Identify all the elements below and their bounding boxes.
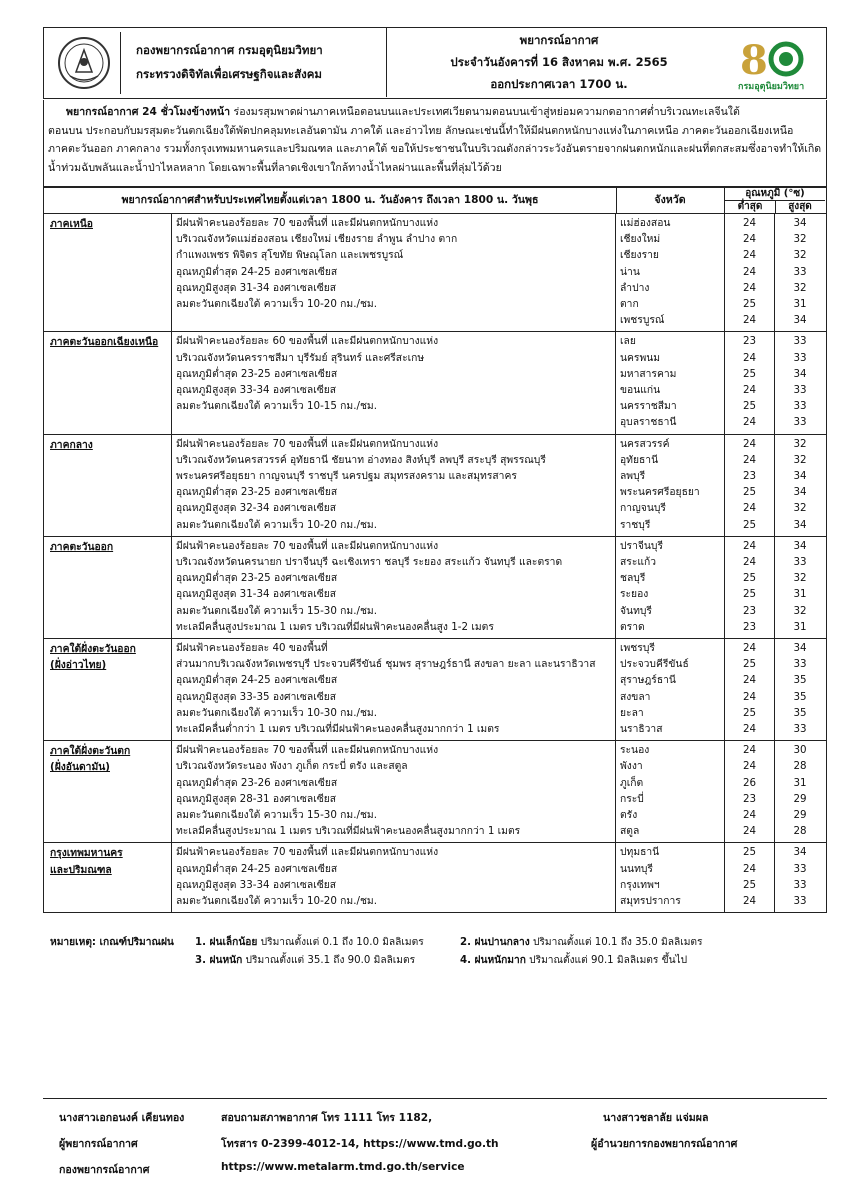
max-temp-cell-line: 34 xyxy=(793,518,807,531)
region-description-line: บริเวณจังหวัดนครสวรรค์ อุทัยธานี ชัยนาท อ่างทอง สิงห์บุรี ลพบุรี สระบุรี สุพรรณบุรี xyxy=(176,453,546,466)
province-cell-line: ลพบุรี xyxy=(620,469,646,482)
region-description xyxy=(172,214,616,331)
svg-text:8: 8 xyxy=(740,37,768,84)
region-description-line: อุณหภูมิต่ำสุด 23-25 องศาเซลเซียส xyxy=(176,572,338,585)
region-row xyxy=(44,639,826,741)
region-description-line: อุณหภูมิสูงสุด 33-35 องศาเซลเซียส xyxy=(176,690,337,703)
min-temp-cell-line: 24 xyxy=(742,641,757,654)
province-cell-line: ยะลา xyxy=(620,706,644,719)
max-temp-cell-line: 35 xyxy=(793,674,807,687)
summary-line-4: น้ำท่วมฉับพลันและน้ำป่าไหลหลาก โดยเฉพาะพื้นที่ลาดเชิงเขาใกล้ทางน้ำไหลผ่านและพื้นที่ลุ่มไว้ด้วย xyxy=(48,161,502,174)
summary-line-1: ร่องมรสุมพาดผ่านภาคเหนือตอนบนและประเทศเวียดนามตอนบนเข้าสู่หย่อมความกดอากาศต่ำบริเวณทะเลจีนใต้ xyxy=(233,106,740,118)
min-temp-cell xyxy=(725,332,775,433)
max-temp-cell-line: 33 xyxy=(793,383,807,396)
document-header xyxy=(43,27,827,99)
max-temp-cell xyxy=(775,332,825,433)
region-description-line: ลมตะวันตกเฉียงใต้ ความเร็ว 10-15 กม./ชม. xyxy=(176,400,377,413)
min-temp-cell-line: 24 xyxy=(742,744,757,757)
province-cell-line: ขอนแก่น xyxy=(620,383,661,396)
province-cell-line: แม่ฮ่องสอน xyxy=(620,217,671,229)
notes-label: หมายเหตุ: เกณฑ์ปริมาณฝน xyxy=(50,937,174,948)
region-row xyxy=(44,741,826,843)
region-description-line: มีฝนฟ้าคะนองร้อยละ 70 ของพื้นที่ และมีฝนตกหนักบางแห่ง xyxy=(176,744,439,757)
province-cell-line: เชียงราย xyxy=(620,249,659,262)
min-temp-cell-line: 25 xyxy=(742,846,757,859)
region-description-line: อุณหภูมิสูงสุด 33-34 องศาเซลเซียส xyxy=(176,383,337,396)
contact-url: https://www.metalarm.tmd.go.th/service xyxy=(221,1161,465,1173)
director-title: ผู้อำนวยการกองพยากรณ์อากาศ xyxy=(591,1138,738,1150)
province-cell-line: กรุงเทพฯ xyxy=(620,878,660,891)
min-temp-cell-line: 23 xyxy=(742,792,757,805)
region-name-line: (ฝั่งอ่าวไทย) xyxy=(50,659,107,672)
min-temp-cell-line: 25 xyxy=(742,572,757,585)
max-temp-cell-line: 29 xyxy=(793,808,807,821)
region-description-line: อุณหภูมิสูงสุด 33-34 องศาเซลเซียส xyxy=(176,878,337,891)
max-temp-cell xyxy=(775,741,825,842)
province-cell-line: เชียงใหม่ xyxy=(620,233,661,246)
summary-lead: พยากรณ์อากาศ 24 ชั่วโมงข้างหน้า xyxy=(66,106,231,118)
max-temp-cell-line: 34 xyxy=(793,314,807,327)
province-cell-line: นครราชสีมา xyxy=(620,400,677,413)
region-name-line: ภาคใต้ฝั่งตะวันตก xyxy=(50,745,131,758)
min-temp-cell-line: 24 xyxy=(742,217,757,229)
min-temp-cell-line: 24 xyxy=(742,539,757,552)
min-temp-cell-line: 24 xyxy=(742,825,757,838)
province-cell xyxy=(616,332,725,433)
region-name xyxy=(44,537,172,638)
max-temp-cell-line: 29 xyxy=(793,792,807,805)
min-temp-cell xyxy=(725,435,775,536)
min-temp-cell-line: 24 xyxy=(742,265,757,278)
region-description-line: ทะเลมีคลื่นสูงประมาณ 1 เมตร บริเวณที่มีฝนฟ้าคะนองคลื่นสูงมากกว่า 1 เมตร xyxy=(176,825,521,838)
title-block xyxy=(394,28,724,97)
max-temp-cell-line: 34 xyxy=(793,469,807,482)
max-temp-cell-line: 31 xyxy=(793,588,807,601)
signature-footer xyxy=(43,1098,827,1183)
region-name xyxy=(44,332,172,433)
region-name-line: ภาคตะวันออก xyxy=(50,540,114,553)
max-temp-cell-line: 32 xyxy=(793,281,807,294)
max-temp-cell-line: 34 xyxy=(793,217,807,229)
region-description-line: กำแพงเพชร พิจิตร สุโขทัย พิษณุโลก และเพชรบูรณ์ xyxy=(176,249,404,262)
forecaster-name: นางสาวเอกอนงค์ เคียนทอง xyxy=(59,1112,185,1124)
region-row xyxy=(44,435,826,537)
max-temp-cell-line: 33 xyxy=(793,862,807,875)
region-name xyxy=(44,843,172,912)
max-temp-cell xyxy=(775,435,825,536)
province-cell xyxy=(616,214,725,331)
region-description-line: ลมตะวันตกเฉียงใต้ ความเร็ว 10-20 กม./ชม. xyxy=(176,894,377,907)
region-description-line: ลมตะวันตกเฉียงใต้ ความเร็ว 10-30 กม./ชม. xyxy=(176,706,377,719)
max-temp-cell-line: 33 xyxy=(793,351,807,364)
min-temp-cell-line: 25 xyxy=(742,706,757,719)
min-temp-cell-line: 24 xyxy=(742,416,757,429)
province-cell-line: สงขลา xyxy=(620,690,651,703)
region-name-line: ภาคตะวันออกเฉียงเหนือ xyxy=(50,336,159,349)
region-row xyxy=(44,214,826,332)
min-temp-cell-line: 24 xyxy=(742,674,757,687)
province-cell-line: นครพนม xyxy=(620,351,661,364)
max-temp-cell-line: 33 xyxy=(793,416,807,429)
province-cell-line: ปทุมธานี xyxy=(620,846,660,859)
min-temp-cell-line: 24 xyxy=(742,894,757,907)
min-temp-cell-line: 25 xyxy=(742,297,757,310)
region-name-line: กรุงเทพมหานคร xyxy=(50,847,123,860)
region-description-line: ลมตะวันตกเฉียงใต้ ความเร็ว 10-20 กม./ชม. xyxy=(176,297,377,310)
province-cell-line: สตูล xyxy=(620,825,640,838)
contact-fax: โทรสาร 0-2399-4012-14, https://www.tmd.go.th xyxy=(221,1138,499,1150)
region-description xyxy=(172,435,616,536)
max-temp-cell-line: 33 xyxy=(793,265,807,278)
province-cell-line: นราธิวาส xyxy=(620,722,663,735)
province-cell-line: ตราด xyxy=(620,620,645,633)
region-description-line: มีฝนฟ้าคะนองร้อยละ 70 ของพื้นที่ และมีฝนตกหนักบางแห่ง xyxy=(176,539,439,552)
province-cell-line: กาญจนบุรี xyxy=(620,502,666,515)
min-temp-cell-line: 24 xyxy=(742,314,757,327)
note-item: 4. ฝนหนักมาก ปริมาณตั้งแต่ 90.1 มิลลิเมตร ขึ้นไป xyxy=(460,955,688,966)
min-temp-cell-line: 23 xyxy=(742,335,757,348)
region-row xyxy=(44,843,826,912)
province-cell-line: อุบลราชธานี xyxy=(620,416,677,429)
min-temp-cell-line: 24 xyxy=(742,249,757,262)
province-cell-line: ประจวบคีรีขันธ์ xyxy=(620,658,689,671)
province-cell-line: กระบี่ xyxy=(620,792,644,805)
region-name-line: ภาคเหนือ xyxy=(50,218,93,230)
region-description-line: อุณหภูมิสูงสุด 31-34 องศาเซลเซียส xyxy=(176,281,337,294)
min-temp-cell xyxy=(725,537,775,638)
logo-text: กรมอุตุนิยมวิทยา xyxy=(738,82,805,92)
max-temp-cell-line: 33 xyxy=(793,878,807,891)
region-description-line: ทะเลมีคลื่นสูงประมาณ 1 เมตร บริเวณที่มีฝนฟ้าคะนองคลื่นสูง 1-2 เมตร xyxy=(176,620,494,633)
province-cell-line: น่าน xyxy=(620,265,640,278)
region-name xyxy=(44,639,172,740)
region-description-line: บริเวณจังหวัดแม่ฮ่องสอน เชียงใหม่ เชียงราย ลำพูน ลำปาง ตาก xyxy=(176,233,458,246)
region-name xyxy=(44,741,172,842)
contact-phone: สอบถามสภาพอากาศ โทร 1111 โทร 1182, xyxy=(221,1112,433,1124)
forecast-date: ประจำวันอังคารที่ 16 สิงหาคม พ.ศ. 2565 xyxy=(450,55,668,69)
forecaster-title: ผู้พยากรณ์อากาศ xyxy=(59,1138,138,1150)
max-temp-column-header: สูงสุด xyxy=(788,201,812,212)
region-description-line: ทะเลมีคลื่นต่ำกว่า 1 เมตร บริเวณที่มีฝนฟ้าคะนองคลื่นสูงมากกว่า 1 เมตร xyxy=(176,722,500,735)
province-cell-line: มหาสารคาม xyxy=(620,367,677,380)
province-cell-line: ภูเก็ต xyxy=(620,776,644,789)
region-name-line: ภาคกลาง xyxy=(50,438,93,451)
province-cell-line: ราชบุรี xyxy=(620,518,651,531)
max-temp-cell-line: 35 xyxy=(793,690,807,703)
min-temp-cell xyxy=(725,843,775,912)
province-cell xyxy=(616,537,725,638)
province-cell-line: ชลบุรี xyxy=(620,572,646,585)
min-temp-cell-line: 25 xyxy=(742,658,757,671)
min-temp-cell-line: 23 xyxy=(742,604,757,617)
province-cell-line: ระนอง xyxy=(620,744,650,757)
max-temp-cell-line: 32 xyxy=(793,572,807,585)
max-temp-cell-line: 34 xyxy=(793,641,807,654)
region-row xyxy=(44,537,826,639)
max-temp-cell-line: 33 xyxy=(793,555,807,568)
org-line-2: กระทรวงดิจิทัลเพื่อเศรษฐกิจและสังคม xyxy=(136,67,322,81)
min-temp-cell-line: 24 xyxy=(742,437,757,450)
province-cell xyxy=(616,639,725,740)
min-temp-cell-line: 24 xyxy=(742,690,757,703)
min-temp-cell-line: 25 xyxy=(742,518,757,531)
region-description-line: มีฝนฟ้าคะนองร้อยละ 40 ของพื้นที่ xyxy=(176,641,328,654)
region-description-line: อุณหภูมิสูงสุด 28-31 องศาเซลเซียส xyxy=(176,792,337,805)
temperature-column-header: อุณหภูมิ (°ซ) xyxy=(725,187,825,201)
min-temp-cell xyxy=(725,741,775,842)
max-temp-cell-line: 34 xyxy=(793,846,807,859)
min-temp-cell-line: 24 xyxy=(742,453,757,466)
max-temp-cell-line: 28 xyxy=(793,760,807,773)
max-temp-cell-line: 34 xyxy=(793,367,807,380)
max-temp-cell-line: 33 xyxy=(793,400,807,413)
region-description-line: อุณหภูมิต่ำสุด 23-25 องศาเซลเซียส xyxy=(176,486,338,499)
max-temp-cell-line: 31 xyxy=(793,297,807,310)
region-description xyxy=(172,741,616,842)
min-temp-cell-line: 24 xyxy=(742,351,757,364)
min-temp-cell-line: 24 xyxy=(742,722,757,735)
province-cell xyxy=(616,843,725,912)
region-name xyxy=(44,435,172,536)
region-description-line: บริเวณจังหวัดนครราชสีมา บุรีรัมย์ สุรินทร์ และศรีสะเกษ xyxy=(176,351,425,364)
max-temp-cell-line: 34 xyxy=(793,539,807,552)
min-temp-cell xyxy=(725,639,775,740)
forecaster-division: กองพยากรณ์อากาศ xyxy=(59,1164,150,1176)
region-description-line: อุณหภูมิสูงสุด 32-34 องศาเซลเซียส xyxy=(176,502,337,515)
min-temp-cell-line: 26 xyxy=(742,776,757,789)
min-temp-cell-line: 25 xyxy=(742,878,757,891)
region-description-line: มีฝนฟ้าคะนองร้อยละ 70 ของพื้นที่ และมีฝนตกหนักบางแห่ง xyxy=(176,217,439,229)
min-temp-cell xyxy=(725,214,775,331)
region-description xyxy=(172,332,616,433)
min-temp-cell-line: 24 xyxy=(742,555,757,568)
max-temp-cell xyxy=(775,843,825,912)
region-name-line: ภาคใต้ฝั่งตะวันออก xyxy=(50,642,136,655)
region-description xyxy=(172,537,616,638)
region-description-line: อุณหภูมิต่ำสุด 23-25 องศาเซลเซียส xyxy=(176,367,338,380)
min-temp-cell-line: 25 xyxy=(742,400,757,413)
min-temp-cell-line: 25 xyxy=(742,588,757,601)
summary-line-3: ภาคตะวันออก ภาคกลาง รวมทั้งกรุงเทพมหานครและปริมณฑล และภาคใต้ ขอให้ประชาชนในบริเวณดังกล่าวระวังอันตรายจากฝนตกหนักและฝนที่ตกสะสมซึ่งอาจทำให้เกิด xyxy=(48,143,822,155)
min-temp-cell-line: 24 xyxy=(742,760,757,773)
province-cell-line: พังงา xyxy=(620,760,643,773)
max-temp-cell-line: 34 xyxy=(793,486,807,499)
min-temp-cell-line: 25 xyxy=(742,486,757,499)
region-description-line: อุณหภูมิต่ำสุด 24-25 องศาเซลเซียส xyxy=(176,862,338,875)
region-description-line: ลมตะวันตกเฉียงใต้ ความเร็ว 15-30 กม./ชม. xyxy=(176,808,377,821)
province-cell-line: ปราจีนบุรี xyxy=(620,539,663,552)
min-temp-cell-line: 24 xyxy=(742,383,757,396)
max-temp-cell-line: 35 xyxy=(793,706,807,719)
region-description-line: อุณหภูมิต่ำสุด 24-25 องศาเซลเซียส xyxy=(176,674,338,687)
max-temp-cell-line: 32 xyxy=(793,437,807,450)
min-temp-column-header: ต่ำสุด xyxy=(725,200,776,213)
province-cell-line: ตาก xyxy=(620,297,639,310)
page-title: พยากรณ์อากาศ xyxy=(519,33,599,47)
province-cell-line: จันทบุรี xyxy=(620,604,652,617)
region-description-line: ลมตะวันตกเฉียงใต้ ความเร็ว 15-30 กม./ชม. xyxy=(176,604,377,617)
max-temp-cell-line: 31 xyxy=(793,620,807,633)
min-temp-cell-line: 23 xyxy=(742,469,757,482)
region-description xyxy=(172,639,616,740)
province-cell-line: นครสวรรค์ xyxy=(620,437,670,450)
province-cell-line: พระนครศรีอยุธยา xyxy=(620,486,700,499)
table-header xyxy=(44,187,826,214)
ministry-seal-icon xyxy=(48,32,121,94)
province-cell-line: ลำปาง xyxy=(620,281,650,294)
min-temp-cell-line: 24 xyxy=(742,281,757,294)
director-name: นางสาวชลาลัย แจ่มผล xyxy=(603,1112,709,1124)
region-name-line: และปริมณฑล xyxy=(50,863,112,876)
max-temp-cell-line: 32 xyxy=(793,453,807,466)
max-temp-cell-line: 32 xyxy=(793,249,807,262)
region-description-line: อุณหภูมิต่ำสุด 23-26 องศาเซลเซียส xyxy=(176,776,338,789)
region-description-line: มีฝนฟ้าคะนองร้อยละ 70 ของพื้นที่ และมีฝนตกหนักบางแห่ง xyxy=(176,846,439,859)
min-temp-cell-line: 24 xyxy=(742,502,757,515)
max-temp-cell-line: 30 xyxy=(793,744,807,757)
organization-block xyxy=(126,28,387,97)
province-cell xyxy=(616,435,725,536)
region-description-line: บริเวณจังหวัดระนอง พังงา ภูเก็ต กระบี่ ตรัง และสตูล xyxy=(176,760,408,773)
max-temp-cell-line: 32 xyxy=(793,233,807,246)
max-temp-cell-line: 33 xyxy=(793,335,807,348)
province-cell-line: เลย xyxy=(620,335,636,348)
max-temp-cell xyxy=(775,537,825,638)
max-temp-cell xyxy=(775,639,825,740)
region-description xyxy=(172,843,616,912)
max-temp-cell-line: 31 xyxy=(793,776,807,789)
max-temp-cell-line: 32 xyxy=(793,604,807,617)
region-rows xyxy=(44,214,826,912)
region-name-line: (ฝั่งอันดามัน) xyxy=(50,761,110,774)
region-description-line: ลมตะวันตกเฉียงใต้ ความเร็ว 10-20 กม./ชม. xyxy=(176,518,377,531)
forecast-summary xyxy=(43,100,827,188)
max-temp-cell-line: 32 xyxy=(793,502,807,515)
province-cell-line: นนทบุรี xyxy=(620,862,653,875)
province-cell-line: สุราษฎร์ธานี xyxy=(620,674,676,687)
org-line-1: กองพยากรณ์อากาศ กรมอุตุนิยมวิทยา xyxy=(136,43,323,57)
tmd-80-logo-icon xyxy=(734,34,822,94)
min-temp-cell-line: 24 xyxy=(742,233,757,246)
max-temp-cell-line: 33 xyxy=(793,722,807,735)
min-temp-cell-line: 24 xyxy=(742,808,757,821)
province-column-header: จังหวัด xyxy=(616,187,725,213)
summary-line-2: ตอนบน ประกอบกับมรสุมตะวันตกเฉียงใต้พัดปกคลุมทะเลอันดามัน ภาคใต้ และอ่าวไทย ลักษณะเช่นนี้ทำให้มีฝนตกหนักบางแห่งในภาคเหนือ ภาคตะวันออกเฉียงเหนือ xyxy=(48,124,794,137)
note-item: 1. ฝนเล็กน้อย ปริมาณตั้งแต่ 0.1 ถึง 10.0 มิลลิเมตร xyxy=(195,937,424,948)
region-description-line: บริเวณจังหวัดนครนายก ปราจีนบุรี ฉะเชิงเทรา ชลบุรี ระยอง สระแก้ว จันทบุรี และตราด xyxy=(176,555,563,568)
max-temp-cell-line: 28 xyxy=(793,825,807,838)
province-cell-line: ระยอง xyxy=(620,588,649,601)
table-heading: พยากรณ์อากาศสำหรับประเทศไทยตั้งแต่เวลา 1800 น. วันอังคาร ถึงเวลา 1800 น. วันพุธ xyxy=(44,187,617,213)
min-temp-cell-line: 25 xyxy=(742,367,757,380)
province-cell-line: อุทัยธานี xyxy=(620,453,659,466)
region-description-line: อุณหภูมิสูงสุด 31-34 องศาเซลเซียส xyxy=(176,588,337,601)
province-cell-line: ตรัง xyxy=(620,808,638,821)
region-name xyxy=(44,214,172,331)
region-description-line: อุณหภูมิต่ำสุด 24-25 องศาเซลเซียส xyxy=(176,265,338,278)
max-temp-cell xyxy=(775,214,825,331)
province-cell-line: สระแก้ว xyxy=(620,555,656,568)
min-temp-cell-line: 23 xyxy=(742,620,757,633)
region-description-line: มีฝนฟ้าคะนองร้อยละ 60 ของพื้นที่ และมีฝนตกหนักบางแห่ง xyxy=(176,335,439,348)
region-row xyxy=(44,332,826,434)
note-item: 3. ฝนหนัก ปริมาณตั้งแต่ 35.1 ถึง 90.0 มิลลิเมตร xyxy=(195,955,416,966)
max-temp-cell-line: 33 xyxy=(793,658,807,671)
region-description-line: มีฝนฟ้าคะนองร้อยละ 70 ของพื้นที่ และมีฝนตกหนักบางแห่ง xyxy=(176,437,439,450)
issue-time: ออกประกาศเวลา 1700 น. xyxy=(490,77,628,91)
region-description-line: ส่วนมากบริเวณจังหวัดเพชรบุรี ประจวบคีรีขันธ์ ชุมพร สุราษฎร์ธานี สงขลา ยะลา และนราธิวาส xyxy=(176,658,596,671)
province-cell-line: เพชรบูรณ์ xyxy=(620,314,665,327)
province-cell-line: เพชรบุรี xyxy=(620,641,655,654)
max-temp-cell-line: 33 xyxy=(793,894,807,907)
province-cell xyxy=(616,741,725,842)
min-temp-cell-line: 24 xyxy=(742,862,757,875)
forecast-table xyxy=(43,186,827,913)
note-item: 2. ฝนปานกลาง ปริมาณตั้งแต่ 10.1 ถึง 35.0 มิลลิเมตร xyxy=(460,937,703,948)
province-cell-line: สมุทรปราการ xyxy=(620,894,681,907)
region-description-line: พระนครศรีอยุธยา กาญจนบุรี ราชบุรี นครปฐม สมุทรสงคราม และสมุทรสาคร xyxy=(176,469,517,482)
